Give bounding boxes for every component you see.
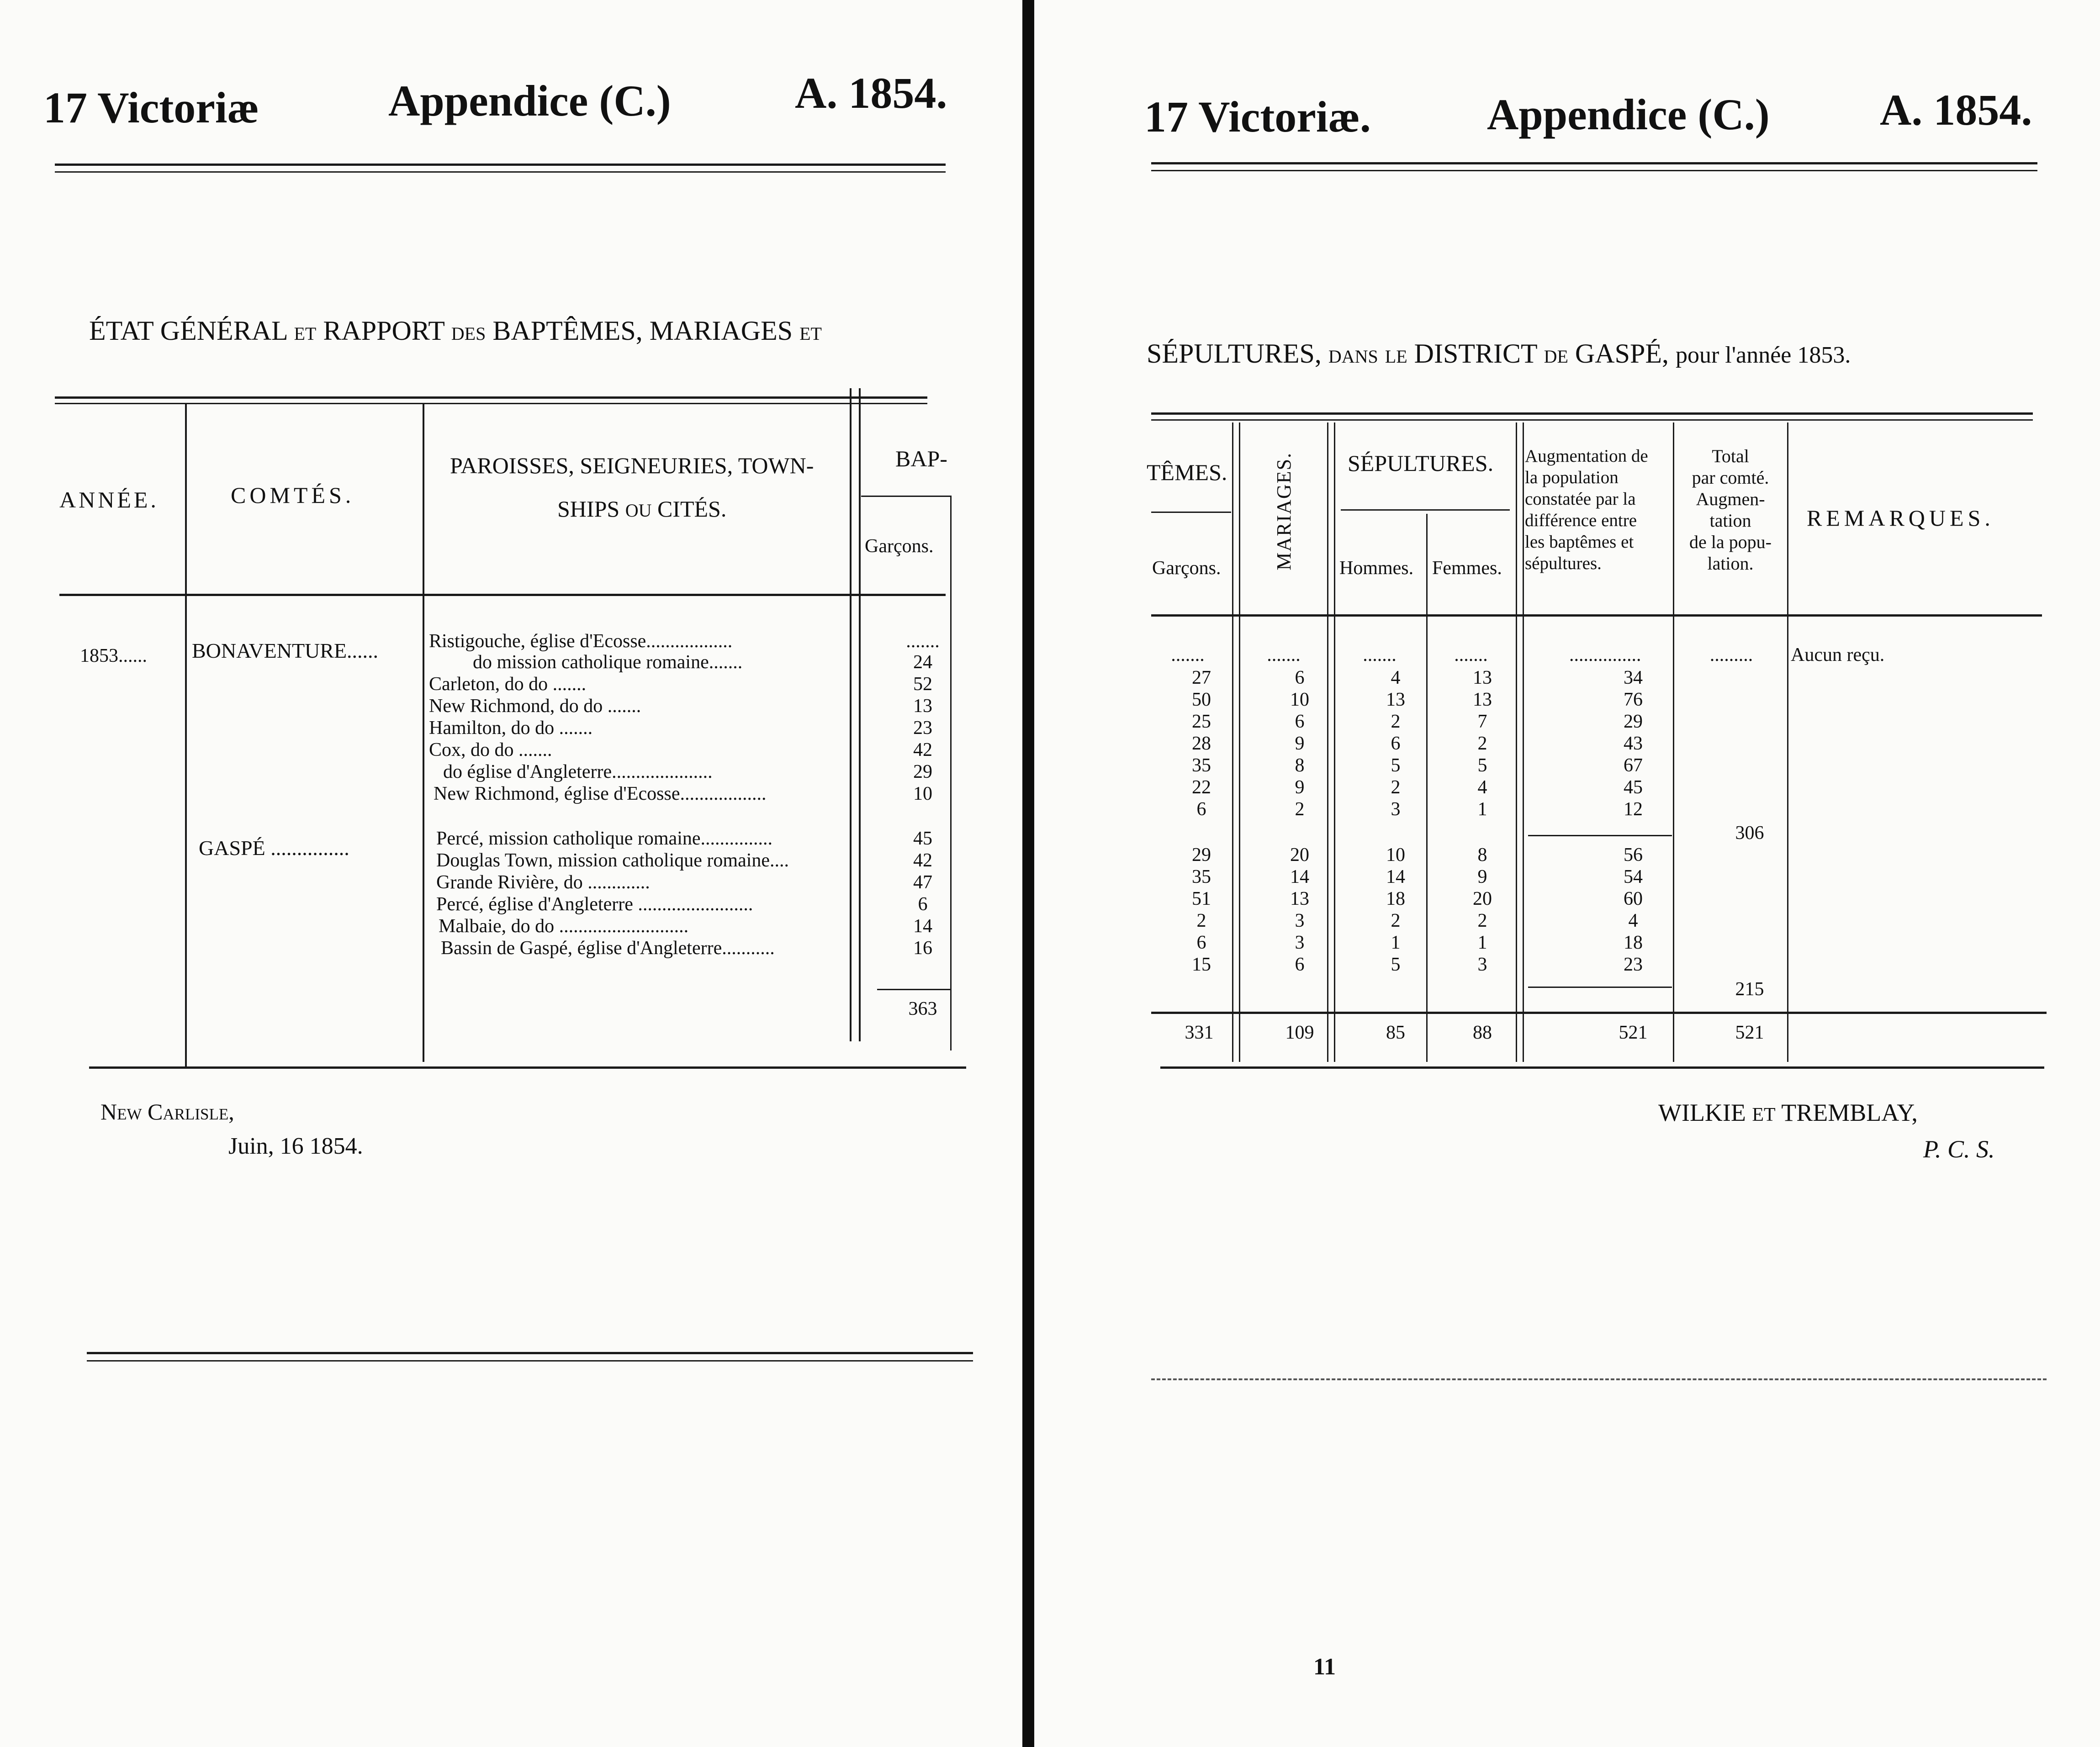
- right-totals-rule: [1151, 1012, 2047, 1014]
- total-par-comte: 521: [1735, 1022, 1764, 1043]
- page-number: 11: [1313, 1654, 1336, 1680]
- first-row-augmentation: ...............: [1569, 644, 1641, 665]
- header-paroisses-line2: SHIPS OU CITÉS.: [557, 496, 727, 522]
- total-augmentation: 521: [1619, 1022, 1648, 1043]
- right-header-bottom-rule: [1151, 614, 2042, 617]
- garcons-value: 23: [913, 718, 932, 739]
- garcons-value: 14: [913, 916, 932, 937]
- right-col-divider: [1426, 514, 1428, 1062]
- left-table-bottom-rule: [89, 1066, 966, 1069]
- total-mariages: 109: [1285, 1022, 1314, 1043]
- right-col-divider: [1787, 422, 1788, 1062]
- left-bottom-rule-2: [87, 1360, 973, 1362]
- header-remarques: REMARQUES.: [1807, 505, 1994, 531]
- first-row-femmes: .......: [1454, 644, 1488, 665]
- left-col-divider-3a: [850, 388, 852, 1041]
- right-col-divider: [1239, 422, 1240, 1062]
- right-header-appendix: Appendice (C.): [1487, 90, 1770, 139]
- subtotal-bonaventure: 306: [1735, 823, 1764, 844]
- left-footer-date: Juin, 16 1854.: [228, 1133, 363, 1159]
- parish-row: Carleton, do do .......: [429, 674, 587, 695]
- right-col-divider: [1523, 422, 1524, 1062]
- header-femmes: Femmes.: [1432, 558, 1502, 579]
- first-row-hommes: .......: [1363, 644, 1396, 665]
- parish-row: Grande Rivière, do .............: [436, 872, 650, 893]
- garcons-value: .......: [906, 631, 940, 652]
- right-bottom-dashed-rule: [1151, 1378, 2047, 1380]
- signature-title: P. C. S.: [1923, 1135, 1995, 1163]
- left-header-rule-2: [55, 171, 946, 173]
- header-sepultures: SÉPULTURES.: [1348, 450, 1494, 476]
- header-mariages: MARIAGES.: [1273, 452, 1295, 570]
- total-hommes: 85: [1386, 1022, 1405, 1043]
- parish-row: Ristigouche, église d'Ecosse..................: [429, 631, 733, 652]
- left-bap-subrule: [861, 496, 950, 497]
- right-table-title: SÉPULTURES, DANS LE DISTRICT DE GASPÉ, pour l'année 1853.: [1147, 338, 1851, 369]
- garcons-value: 52: [913, 674, 932, 695]
- right-header-rule-2: [1151, 170, 2037, 171]
- right-table-bottom-rule: [1160, 1066, 2044, 1069]
- parish-row: Percé, église d'Angleterre ........................: [436, 894, 753, 915]
- first-row-garcons: .......: [1171, 644, 1205, 665]
- right-col-divider: [1334, 422, 1335, 1062]
- parish-row: Percé, mission catholique romaine...............: [436, 828, 773, 849]
- right-col-divider: [1232, 422, 1233, 1062]
- parish-row: do église d'Angleterre.....................: [443, 761, 713, 782]
- header-comtes: COMTÉS.: [231, 482, 355, 508]
- left-header-bottom-rule: [59, 594, 946, 596]
- year-cell: 1853......: [80, 645, 147, 666]
- total-garcons: 331: [1185, 1022, 1214, 1043]
- parish-row: Cox, do do .......: [429, 739, 552, 760]
- garcons-value: 16: [913, 938, 932, 959]
- garcons-value: 24: [913, 652, 932, 673]
- parish-row: Douglas Town, mission catholique romaine....: [436, 850, 789, 871]
- left-col-divider-3b: [859, 388, 861, 1041]
- header-garcons-right: Garçons.: [1152, 558, 1221, 579]
- right-table-top-rule: [1151, 412, 2033, 415]
- augmentation-subtotal-rule-2: [1528, 987, 1672, 988]
- header-hommes: Hommes.: [1339, 558, 1414, 579]
- left-col-divider-4: [950, 496, 952, 1050]
- parish-row: New Richmond, église d'Ecosse..................: [434, 783, 767, 804]
- right-table-top-rule-2: [1151, 419, 2033, 421]
- right-temes-subrule: [1151, 512, 1231, 513]
- augmentation-subtotal-rule-1: [1528, 835, 1672, 836]
- right-col-divider: [1673, 422, 1674, 1062]
- garcons-value: 29: [913, 761, 932, 782]
- left-bottom-rule: [87, 1352, 973, 1354]
- first-row-mariages: .......: [1267, 644, 1301, 665]
- parish-row: Malbaie, do do ...........................: [439, 916, 689, 937]
- garcons-value: 42: [913, 739, 932, 760]
- left-col-divider-1: [185, 404, 187, 1066]
- book-spine: [1022, 0, 1034, 1747]
- total-femmes: 88: [1473, 1022, 1492, 1043]
- right-sepultures-subrule: [1341, 509, 1510, 511]
- garcons-value: 47: [913, 872, 932, 893]
- parish-row: New Richmond, do do .......: [429, 696, 641, 717]
- garcons-value: 6: [918, 894, 928, 915]
- left-table-top-rule: [55, 396, 927, 399]
- left-header-regnal: 17 Victoriæ: [43, 83, 259, 132]
- header-garcons-left: Garçons.: [865, 536, 934, 557]
- header-augmentation: Augmentation de la population constatée par la différence entre les baptêmes et sépultures.: [1525, 446, 1648, 573]
- county-gaspe: GASPÉ ...............: [199, 836, 349, 860]
- header-paroisses-line1: PAROISSES, SEIGNEURIES, TOWN-: [450, 453, 814, 478]
- left-header-year: A. 1854.: [795, 69, 947, 117]
- left-footer-place: New Carlisle,: [101, 1099, 234, 1124]
- parish-row: Bassin de Gaspé, église d'Angleterre...........: [441, 938, 775, 959]
- left-header-appendix: Appendice (C.): [388, 76, 671, 125]
- garcons-value: 42: [913, 850, 932, 871]
- right-col-divider: [1516, 422, 1517, 1062]
- parish-row: Hamilton, do do .......: [429, 718, 593, 739]
- left-total-rule: [877, 989, 950, 990]
- signature-names: WILKIE ET TREMBLAY,: [1658, 1099, 1918, 1126]
- header-baptemes: BAP-: [895, 446, 947, 471]
- left-table-title: ÉTAT GÉNÉRAL ET RAPPORT DES BAPTÊMES, MARIAGES ET: [89, 316, 822, 346]
- subtotal-gaspe: 215: [1735, 979, 1764, 1000]
- first-row-remarques: Aucun reçu.: [1791, 644, 1885, 665]
- right-header-regnal: 17 Victoriæ.: [1144, 92, 1371, 141]
- left-header-rule: [55, 164, 946, 166]
- first-row-total: .........: [1709, 644, 1753, 665]
- county-bonaventure: BONAVENTURE......: [192, 639, 379, 662]
- right-col-divider: [1327, 422, 1328, 1062]
- garcons-value: 10: [913, 783, 932, 804]
- header-annee: ANNÉE.: [59, 487, 159, 512]
- left-total: 363: [908, 998, 937, 1019]
- garcons-value: 45: [913, 828, 932, 849]
- right-header-rule: [1151, 162, 2037, 164]
- header-total-par-comte: Total par comté. Augmen- tation de la popu- lation.: [1689, 446, 1772, 574]
- garcons-value: 13: [913, 696, 932, 717]
- left-col-divider-2: [423, 404, 424, 1062]
- right-header-year: A. 1854.: [1880, 85, 2032, 134]
- header-temes: TÊMES.: [1147, 459, 1227, 485]
- parish-row: do mission catholique romaine.......: [473, 652, 743, 673]
